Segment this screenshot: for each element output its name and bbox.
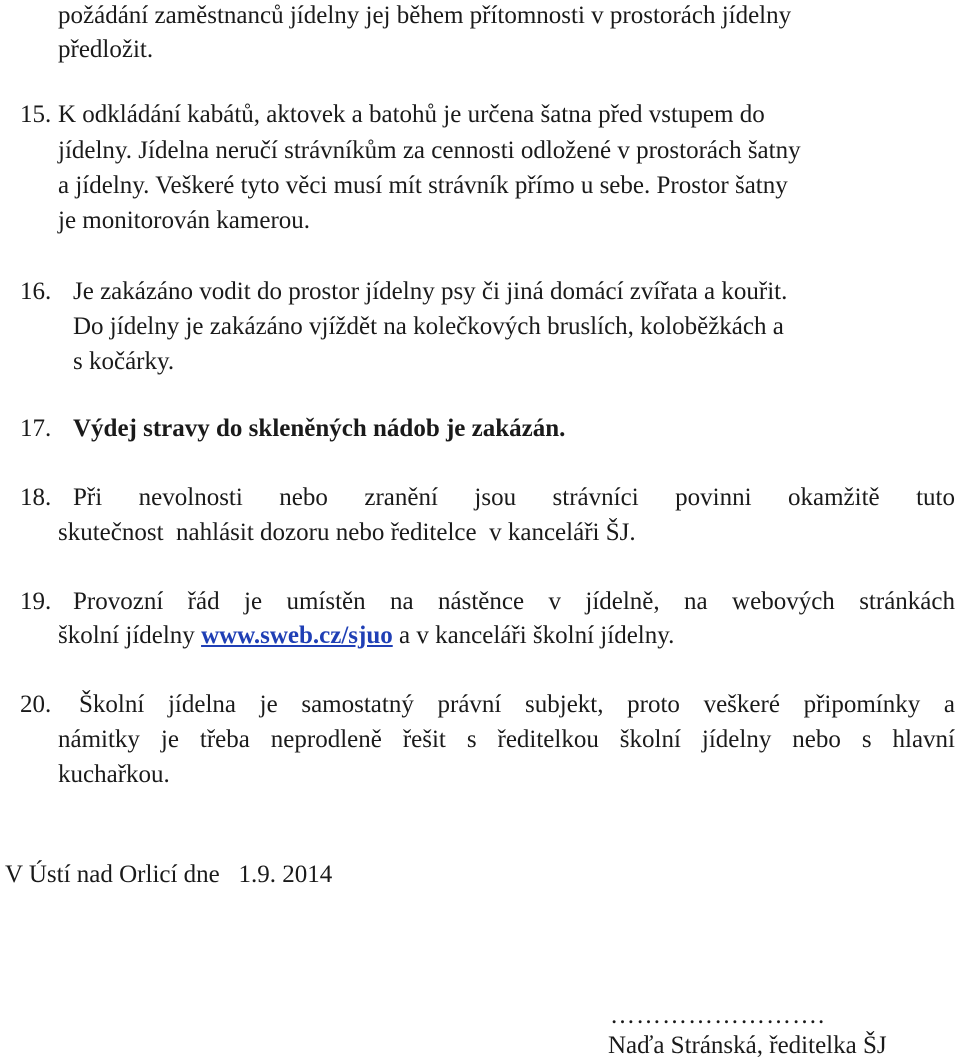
paragraph-15-line-2: jídelny. Jídelna neručí strávníkům za cennosti odložené v prostorách šatny [58, 137, 801, 164]
paragraph-15-number: 15. [20, 101, 52, 128]
paragraph-20-line-2: námitky je třeba neprodleně řešit s ředitelkou školní jídelny nebo s hlavní [58, 726, 955, 753]
paragraph-16-line-1: Je zakázáno vodit do prostor jídelny psy či jiná domácí zvířata a kouřit. [73, 278, 788, 305]
paragraph-19-line-2-pre: školní jídelny [58, 622, 202, 649]
paragraph-16-line-2: Do jídelny je zakázáno vjíždět na kolečkových bruslích, koloběžkách a [73, 313, 784, 340]
paragraph-20-line-1: Školní jídelna je samostatný právní subjekt, proto veškeré připomínky a [79, 691, 955, 718]
paragraph-17-number: 17. [20, 415, 52, 442]
paragraph-20-number: 20. [20, 691, 52, 718]
paragraph-15-line-3: a jídelny. Veškeré tyto věci musí mít strávník přímo u sebe. Prostor šatny [58, 172, 788, 199]
paragraph-18-line-2: skutečnost nahlásit dozoru nebo ředitelce v kanceláři ŠJ. [58, 519, 636, 546]
paragraph-19-line-2 [58, 618, 674, 654]
paragraph-19-number: 19. [20, 588, 52, 615]
paragraph-18-number: 18. [20, 484, 52, 511]
paragraph-16-line-3: s kočárky. [73, 348, 175, 375]
signature-dots: ……………………. [610, 1002, 826, 1029]
place-date: V Ústí nad Orlicí dne 1.9. 2014 [5, 861, 333, 888]
paragraph-14-line-1: požádání zaměstnanců jídelny jej během přítomnosti v prostorách jídelny [58, 2, 792, 29]
paragraph-18-line-1: Při nevolnosti nebo zranění jsou strávníci povinni okamžitě tuto [73, 484, 955, 511]
paragraph-19-line-1: Provozní řád je umístěn na nástěnce v jídelně, na webových stránkách [73, 588, 955, 615]
paragraph-15-line-4: je monitorován kamerou. [58, 207, 311, 234]
paragraph-17-line-1: Výdej stravy do skleněných nádob je zakázán. [73, 415, 566, 442]
paragraph-14-line-2: předložit. [58, 36, 154, 63]
paragraph-16-number: 16. [20, 278, 52, 305]
signature-name: Naďa Stránská, ředitelka ŠJ [608, 1032, 887, 1059]
paragraph-19-line-2-post: a v kanceláři školní jídelny. [392, 622, 675, 649]
website-link[interactable]: www.sweb.cz/sjuo [201, 622, 393, 649]
paragraph-20-line-3: kuchařkou. [58, 761, 170, 788]
paragraph-15-line-1: K odkládání kabátů, aktovek a batohů je určena šatna před vstupem do [58, 101, 765, 128]
